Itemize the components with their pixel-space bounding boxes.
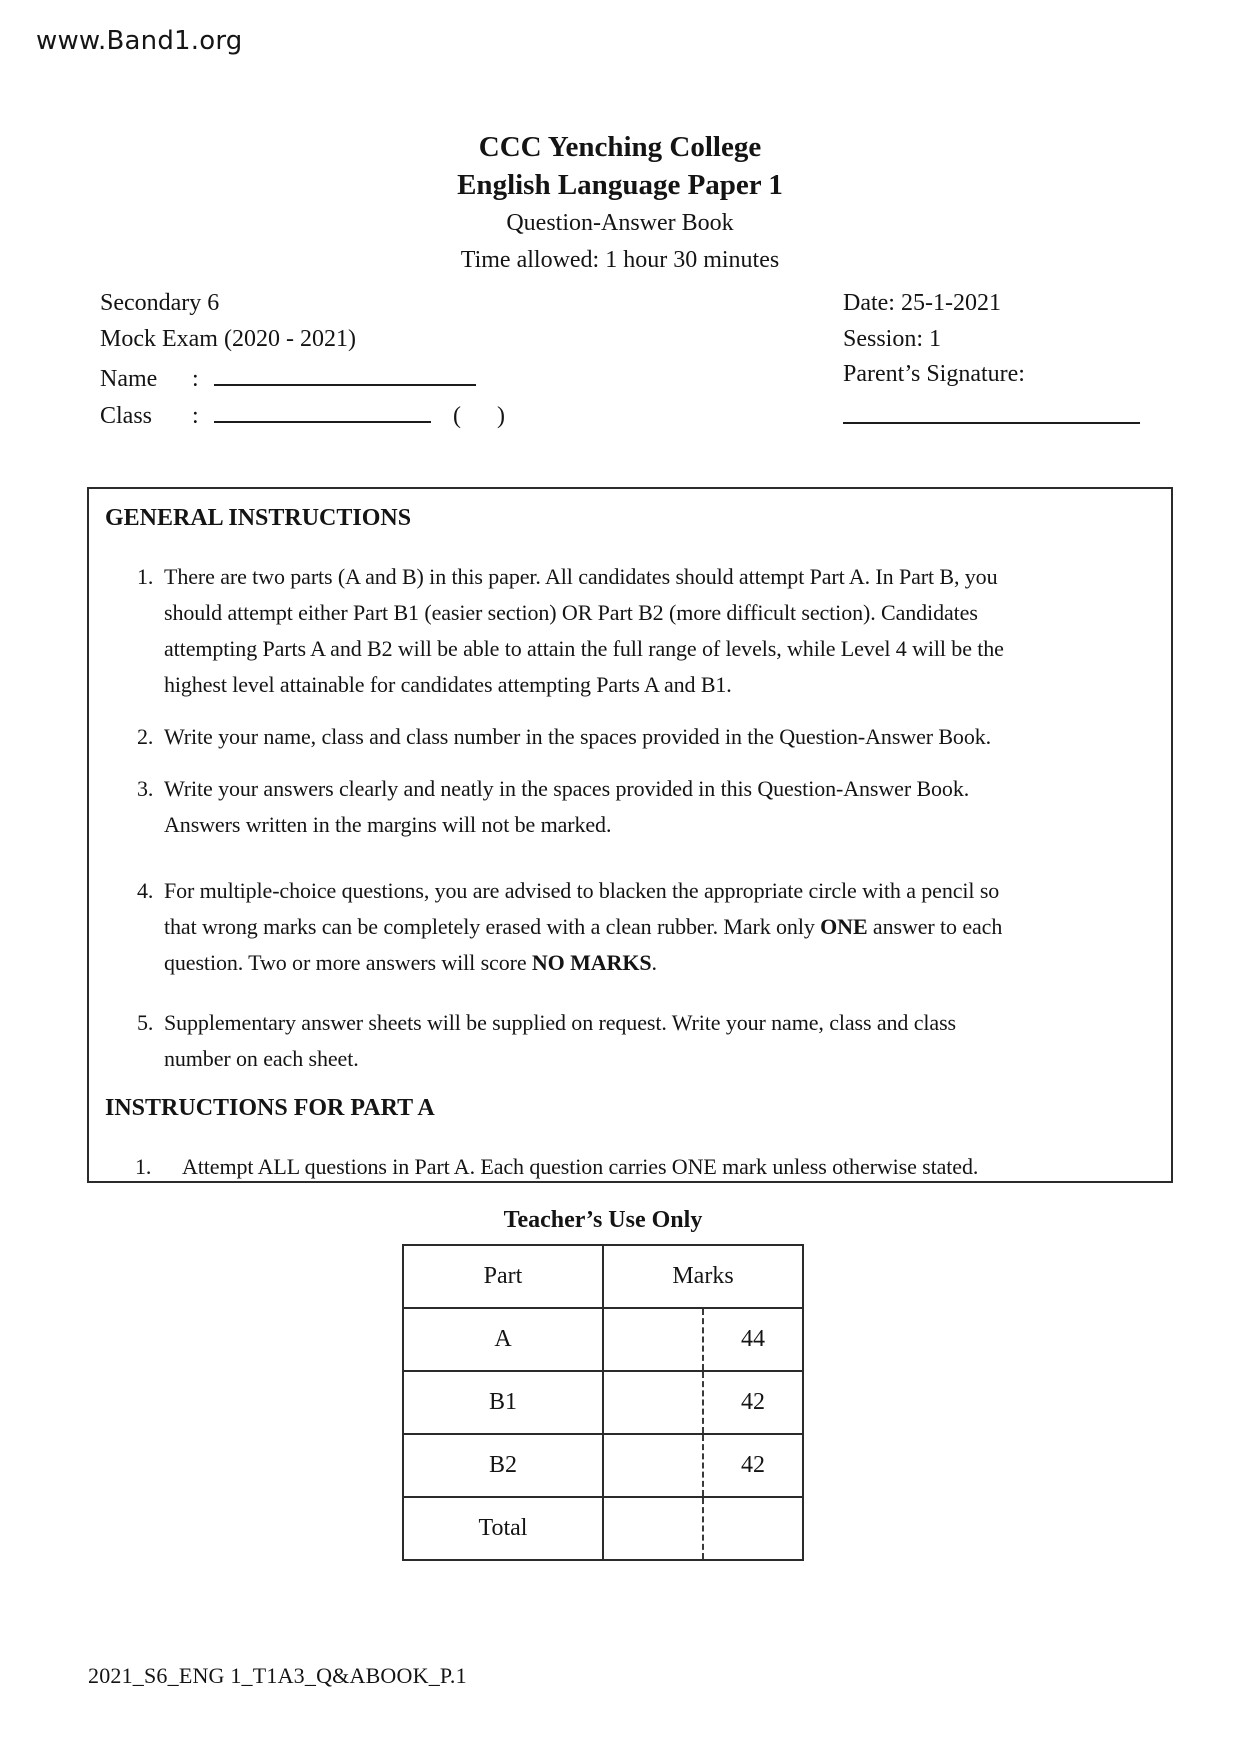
teacher-use-section: [402, 1206, 804, 1561]
class-number-paren-close: ): [497, 403, 505, 429]
marks-max-value: 44: [741, 1326, 765, 1352]
item-4-line-2-text: that wrong marks can be completely erased with a clean rubber. Mark only: [164, 914, 821, 939]
part-cell: A: [403, 1308, 603, 1371]
part-cell: B2: [403, 1434, 603, 1497]
marks-score-blank: [604, 1435, 704, 1496]
teacher-marks-table: [402, 1244, 804, 1561]
item-number: 1.: [135, 1154, 152, 1179]
general-instructions-box: [87, 487, 1173, 1183]
name-label: Name: [100, 366, 158, 392]
item-4-line-1: For multiple-choice questions, you are advised to blacken the appropriate circle with a pencil so: [164, 878, 1000, 903]
book-type: Question-Answer Book: [506, 210, 734, 236]
instruction-item-5: [89, 1005, 1171, 1077]
marks-max-value: 42: [741, 1452, 765, 1478]
instruction-item-2: [89, 719, 1171, 755]
marks-column-header: Marks: [672, 1263, 734, 1289]
item-number: 3.: [137, 776, 154, 801]
class-number-paren-open: (: [453, 403, 461, 429]
item-4-line-3-text: question. Two or more answers will score: [164, 950, 532, 975]
item-text: Supplementary answer sheets will be supplied on request. Write your name, class and class number on each sheet.: [164, 1010, 956, 1071]
table-row-part-b1: [403, 1371, 803, 1434]
exam-text: Mock Exam (2020 - 2021): [100, 326, 356, 352]
signature-label: Parent’s Signature:: [843, 361, 1025, 387]
signature-blank-line: [843, 399, 1140, 424]
class-blank-line: [214, 398, 431, 423]
item-text: There are two parts (A and B) in this paper. All candidates should attempt Part A. In Part B, you should attempt either Part B1 (easier section) OR Part B2 (more difficult section). Candidates attempting Parts A and B2 will be able to attain the full range of levels, while Level 4 will be the highest level attainable for candidates attempting Parts A and B1.: [164, 564, 1004, 697]
marks-score-blank: [604, 1372, 704, 1433]
marks-score-blank: [604, 1498, 704, 1559]
class-colon: :: [192, 403, 199, 429]
item-4-line-2-tail: answer to each: [867, 914, 1003, 939]
item-4-line-2: [164, 909, 1143, 945]
item-4-bold-one: ONE: [820, 914, 868, 939]
class-row: [100, 398, 505, 429]
time-allowed: Time allowed: 1 hour 30 minutes: [460, 247, 780, 273]
item-number: 5.: [137, 1010, 154, 1035]
marks-cell: [604, 1372, 802, 1433]
item-text: Write your answers clearly and neatly in the spaces provided in this Question-Answer Book. Answers written in the margins will not be marked.: [164, 776, 970, 837]
name-row: [100, 361, 476, 392]
part-a-instructions-title: INSTRUCTIONS FOR PART A: [105, 1095, 435, 1121]
name-colon: :: [192, 366, 199, 392]
footer-document-code: 2021_S6_ENG 1_T1A3_Q&ABOOK_P.1: [88, 1663, 467, 1688]
part-a-instruction-item-1: [89, 1149, 1171, 1185]
class-label: Class: [100, 403, 153, 429]
part-column-header: Part: [483, 1263, 523, 1289]
table-row-total: [403, 1497, 803, 1560]
table-row-part-a: [403, 1308, 803, 1371]
item-4-bold-no-marks: NO MARKS: [531, 950, 652, 975]
item-text: Attempt ALL questions in Part A. Each question carries ONE mark unless otherwise stated.: [182, 1154, 979, 1179]
table-row-part-b2: [403, 1434, 803, 1497]
teacher-use-title: Teacher’s Use Only: [503, 1207, 703, 1233]
school-name: CCC Yenching College: [478, 131, 762, 163]
table-header-row: [403, 1245, 803, 1308]
marks-cell: [604, 1498, 802, 1559]
part-cell: Total: [403, 1497, 603, 1560]
marks-cell: [604, 1435, 802, 1496]
general-instructions-title: GENERAL INSTRUCTIONS: [105, 505, 412, 531]
instruction-item-1: [89, 559, 1171, 703]
item-text: Write your name, class and class number in the spaces provided in the Question-Answer Book.: [164, 724, 992, 749]
session-text: Session: 1: [843, 326, 942, 352]
paper-title: English Language Paper 1: [457, 169, 783, 201]
name-blank-line: [214, 361, 476, 386]
level-text: Secondary 6: [100, 290, 220, 316]
marks-score-blank: [604, 1309, 704, 1370]
item-number: 4.: [137, 878, 154, 903]
site-watermark: www.Band1.org: [36, 26, 243, 56]
item-text: [164, 873, 1143, 981]
instruction-item-4: [89, 873, 1171, 981]
marks-max-value: [704, 1498, 802, 1559]
part-cell: B1: [403, 1371, 603, 1434]
item-4-line-3: [164, 945, 1143, 981]
item-number: 2.: [137, 724, 154, 749]
instruction-item-3: [89, 771, 1171, 843]
general-instructions-list: [89, 559, 1171, 1077]
date-text: Date: 25-1-2021: [843, 290, 1001, 316]
marks-max-value: 42: [741, 1389, 765, 1415]
item-number: 1.: [137, 564, 154, 589]
marks-cell: [604, 1309, 802, 1370]
item-4-line-3-tail: .: [651, 950, 657, 975]
